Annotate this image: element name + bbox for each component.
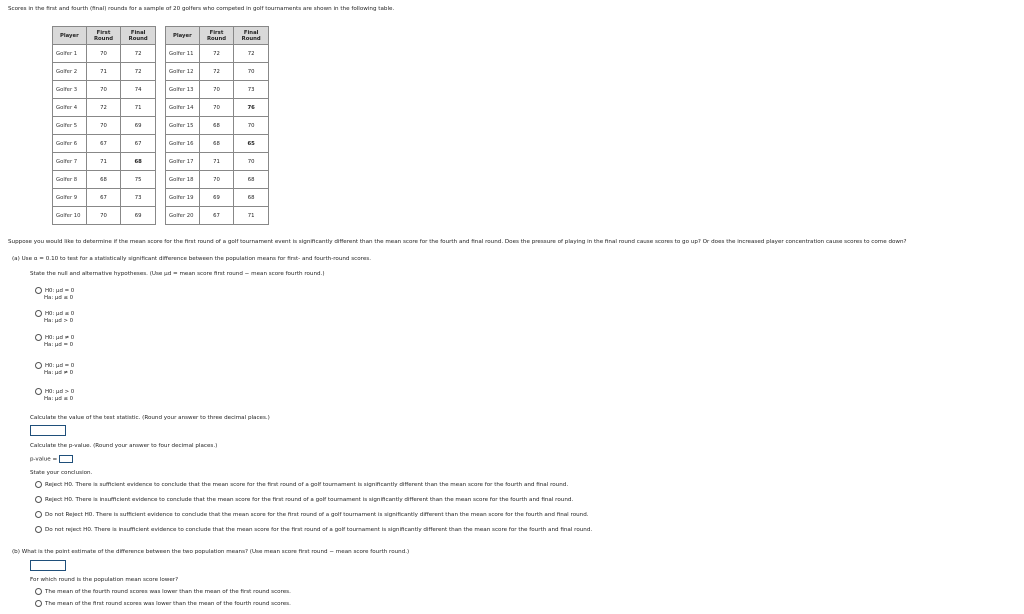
hypothesis-option-4[interactable] — [35, 362, 74, 377]
conclusion-option-4[interactable] — [35, 526, 592, 533]
right-header-1: First Round — [199, 27, 234, 45]
intro-text: Scores in the first and fourth (final) rounds for a sample of 20 golfers who competed in golf tournaments are shown in the following table. — [8, 6, 395, 12]
table-row — [53, 135, 156, 153]
player-cell: Golfer 14 — [166, 99, 200, 117]
final-round-cell: 74 — [121, 81, 156, 99]
table-row — [53, 171, 156, 189]
final-round-cell: 72 — [121, 45, 156, 63]
first-round-cell: 71 — [86, 63, 121, 81]
conclusion-text: Do not reject H0. There is insufficient evidence to conclude that the mean score for the first round of a golf tournament is significantly different than the mean score for the fourth and final round. — [45, 527, 593, 533]
alternative-hypothesis: Ha: μd ≤ 0 — [44, 295, 74, 301]
player-cell: Golfer 19 — [166, 189, 200, 207]
radio-button[interactable] — [35, 496, 42, 503]
table-row — [166, 171, 269, 189]
null-hypothesis: H0: μd > 0 — [45, 389, 75, 395]
radio-button[interactable] — [35, 388, 42, 395]
alternative-hypothesis: Ha: μd ≠ 0 — [44, 370, 74, 376]
null-hypothesis: H0: μd ≠ 0 — [45, 335, 75, 341]
first-round-cell: 70 — [86, 117, 121, 135]
left-header-1: First Round — [86, 27, 121, 45]
final-round-cell: 70 — [234, 117, 269, 135]
player-cell: Golfer 13 — [166, 81, 200, 99]
player-cell: Golfer 15 — [166, 117, 200, 135]
golf-table-right — [165, 26, 269, 225]
part-b-prompt: (b) What is the point estimate of the difference between the two population means? (Use mean score first round − mean score fourth round.) — [12, 549, 410, 555]
final-round-cell: 68 — [234, 189, 269, 207]
left-header-0: Player — [53, 27, 87, 45]
table-row — [53, 207, 156, 225]
radio-button[interactable] — [35, 362, 42, 369]
table-row — [166, 153, 269, 171]
null-hypothesis: H0: μd = 0 — [45, 288, 75, 294]
radio-button[interactable] — [35, 600, 42, 607]
final-round-cell: 71 — [121, 99, 156, 117]
first-round-cell: 70 — [86, 45, 121, 63]
radio-button[interactable] — [35, 310, 42, 317]
hypothesis-option-3[interactable] — [35, 334, 74, 349]
alternative-hypothesis: Ha: μd ≤ 0 — [44, 396, 74, 402]
radio-button[interactable] — [35, 287, 42, 294]
test-statistic-prompt: Calculate the value of the test statistic. (Round your answer to three decimal places.) — [30, 415, 270, 421]
pvalue-label: p-value = — [30, 456, 58, 463]
lower-round-prompt: For which round is the population mean score lower? — [30, 577, 179, 583]
first-round-cell: 71 — [86, 153, 121, 171]
first-round-cell: 71 — [199, 153, 234, 171]
first-round-cell: 70 — [86, 207, 121, 225]
right-header-0: Player — [166, 27, 200, 45]
player-cell: Golfer 5 — [53, 117, 87, 135]
hypothesis-option-1[interactable] — [35, 287, 74, 302]
pvalue-row — [30, 455, 73, 463]
first-round-cell: 67 — [86, 135, 121, 153]
first-round-cell: 70 — [199, 171, 234, 189]
radio-button[interactable] — [35, 588, 42, 595]
right-header-2: Final Round — [234, 27, 269, 45]
conclusion-text: Reject H0. There is sufficient evidence to conclude that the mean score for the first round of a golf tournament is significantly different than the mean score for the fourth and final round. — [45, 482, 569, 488]
hypotheses-prompt: State the null and alternative hypotheses. (Use μd = mean score first round − mean score fourth round.) — [30, 271, 325, 277]
player-cell: Golfer 16 — [166, 135, 200, 153]
alternative-hypothesis: Ha: μd = 0 — [44, 342, 74, 348]
first-round-cell: 68 — [86, 171, 121, 189]
player-cell: Golfer 8 — [53, 171, 87, 189]
table-row — [53, 117, 156, 135]
null-hypothesis: H0: μd ≤ 0 — [45, 311, 75, 317]
final-round-cell: 76 — [234, 99, 269, 117]
player-cell: Golfer 20 — [166, 207, 200, 225]
first-round-cell: 68 — [199, 135, 234, 153]
golf-table-left — [52, 26, 156, 225]
conclusion-text: Reject H0. There is insufficient evidence to conclude that the mean score for the first round of a golf tournament is significantly different than the mean score for the fourth and final round. — [45, 497, 574, 503]
final-round-cell: 70 — [234, 153, 269, 171]
player-cell: Golfer 10 — [53, 207, 87, 225]
table-row — [166, 117, 269, 135]
hypothesis-option-5[interactable] — [35, 388, 74, 403]
part-a-prompt: (a) Use α = 0.10 to test for a statistically significant difference between the population means for first- and fourth-round scores. — [12, 256, 371, 262]
first-round-cell: 72 — [86, 99, 121, 117]
final-round-cell: 72 — [234, 45, 269, 63]
first-round-cell: 68 — [199, 117, 234, 135]
player-cell: Golfer 2 — [53, 63, 87, 81]
conclusion-option-3[interactable] — [35, 511, 589, 518]
table-row — [53, 63, 156, 81]
conclusion-prompt: State your conclusion. — [30, 470, 93, 476]
final-round-cell: 75 — [121, 171, 156, 189]
null-hypothesis: H0: μd = 0 — [45, 363, 75, 369]
player-cell: Golfer 12 — [166, 63, 200, 81]
option-text: The mean of the first round scores was lower than the mean of the fourth round scores. — [45, 601, 291, 607]
left-header-2: Final Round — [121, 27, 156, 45]
player-cell: Golfer 17 — [166, 153, 200, 171]
player-cell: Golfer 3 — [53, 81, 87, 99]
suppose-text: Suppose you would like to determine if the mean score for the first round of a golf tournament event is significantly different than the mean score for the fourth and final round. Does the pressure of playing in the final round cause scores to go up? Or does the increased player concentration cause scores to come down? — [8, 239, 907, 245]
conclusion-option-2[interactable] — [35, 496, 573, 503]
lower-round-option-2[interactable] — [35, 600, 291, 607]
player-cell: Golfer 6 — [53, 135, 87, 153]
final-round-cell: 69 — [121, 117, 156, 135]
final-round-cell: 73 — [234, 81, 269, 99]
first-round-cell: 72 — [199, 63, 234, 81]
final-round-cell: 65 — [234, 135, 269, 153]
player-cell: Golfer 18 — [166, 171, 200, 189]
radio-button[interactable] — [35, 334, 42, 341]
radio-button[interactable] — [35, 526, 42, 533]
player-cell: Golfer 9 — [53, 189, 87, 207]
player-cell: Golfer 11 — [166, 45, 200, 63]
table-row — [166, 45, 269, 63]
table-row — [53, 45, 156, 63]
table-row — [166, 63, 269, 81]
radio-button[interactable] — [35, 511, 42, 518]
test-statistic-input[interactable] — [30, 425, 66, 436]
player-cell: Golfer 1 — [53, 45, 87, 63]
table-row — [166, 81, 269, 99]
final-round-cell: 69 — [121, 207, 156, 225]
first-round-cell: 70 — [199, 81, 234, 99]
conclusion-option-1[interactable] — [35, 481, 568, 488]
table-row — [53, 81, 156, 99]
alternative-hypothesis: Ha: μd > 0 — [44, 318, 74, 324]
final-round-cell: 70 — [234, 63, 269, 81]
lower-round-option-1[interactable] — [35, 588, 291, 595]
table-row — [53, 189, 156, 207]
table-row — [166, 135, 269, 153]
first-round-cell: 70 — [86, 81, 121, 99]
final-round-cell: 72 — [121, 63, 156, 81]
first-round-cell: 67 — [199, 207, 234, 225]
first-round-cell: 67 — [86, 189, 121, 207]
final-round-cell: 68 — [234, 171, 269, 189]
first-round-cell: 70 — [199, 99, 234, 117]
pvalue-prompt: Calculate the p-value. (Round your answer to four decimal places.) — [30, 443, 218, 449]
player-cell: Golfer 4 — [53, 99, 87, 117]
table-row — [53, 153, 156, 171]
final-round-cell: 71 — [234, 207, 269, 225]
point-estimate-input[interactable] — [30, 560, 66, 571]
final-round-cell: 68 — [121, 153, 156, 171]
player-cell: Golfer 7 — [53, 153, 87, 171]
table-row — [166, 189, 269, 207]
pvalue-input[interactable] — [59, 455, 73, 463]
first-round-cell: 69 — [199, 189, 234, 207]
table-row — [166, 207, 269, 225]
conclusion-text: Do not Reject H0. There is sufficient evidence to conclude that the mean score for the first round of a golf tournament is significantly different than the mean score for the fourth and final round. — [45, 512, 589, 518]
radio-button[interactable] — [35, 481, 42, 488]
table-row — [53, 99, 156, 117]
option-text: The mean of the fourth round scores was lower than the mean of the first round scores. — [45, 589, 291, 595]
table-row — [166, 99, 269, 117]
hypothesis-option-2[interactable] — [35, 310, 74, 325]
first-round-cell: 72 — [199, 45, 234, 63]
final-round-cell: 67 — [121, 135, 156, 153]
final-round-cell: 73 — [121, 189, 156, 207]
